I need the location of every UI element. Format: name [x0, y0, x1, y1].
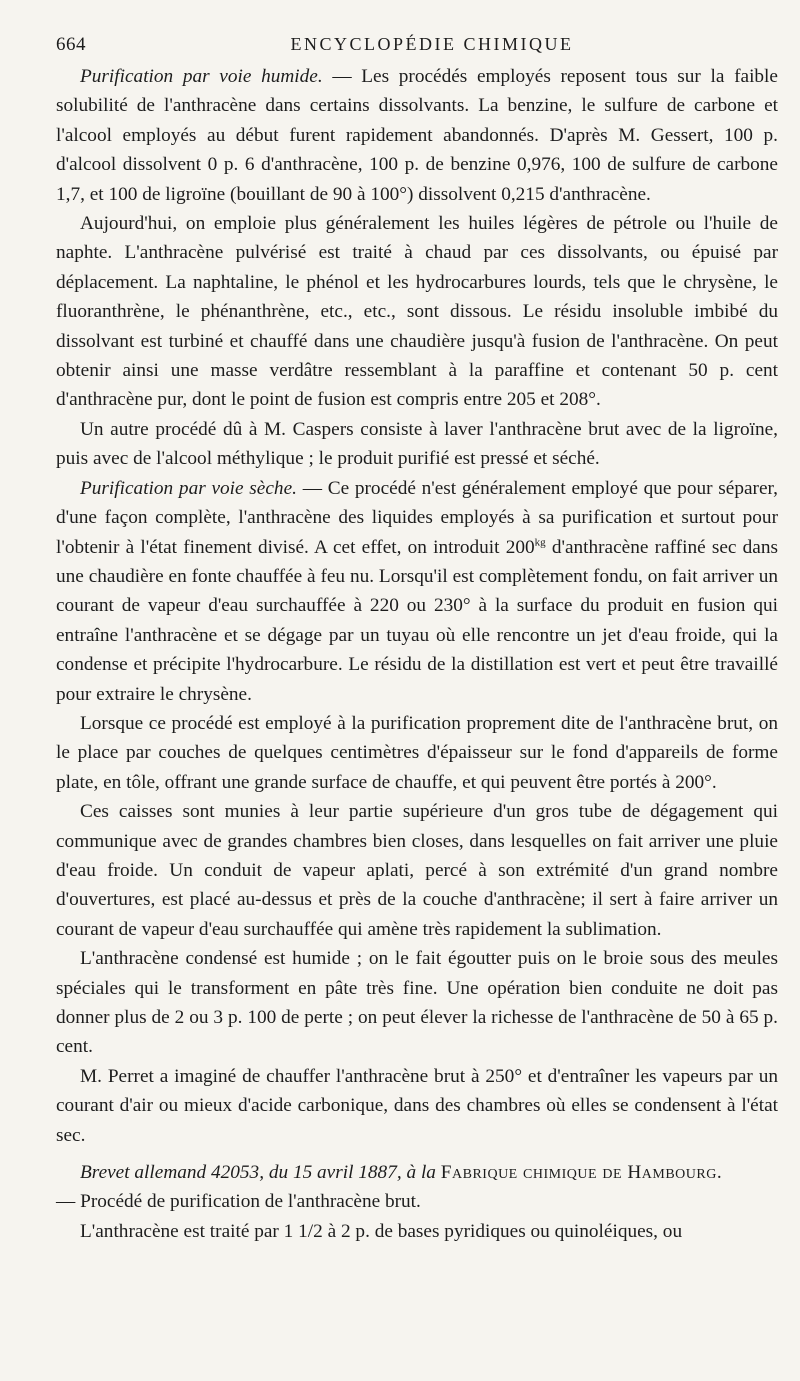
paragraph-patent-text: [56, 1217, 778, 1246]
body-text: [56, 62, 778, 1246]
paragraph: [56, 797, 778, 944]
paragraph-text: d'anthracène raffiné sec dans une chaudière en fonte chauffée à feu nu. Lorsqu'il est complètement fondu, on fait arriver un courant de vapeur d'eau surchauffée à 220 ou 230° à la surface du produit en fusion qui entraîne l'anthracène et se dégage par un tuyau où elle rencontre un jet d'eau froide, qui la condense et précipite l'hydrocarbure. Le résidu de la distillation est vert et peut être travaillé pour extraire le chrysène.: [56, 536, 778, 705]
running-title: ENCYCLOPÉDIE CHIMIQUE: [290, 34, 574, 54]
paragraph-text: Aujourd'hui, on emploie plus généralement les huiles légères de pétrole ou l'huile de naphte. L'anthracène pulvérisé est traité à chaud par ces dissolvants, ou épuisé par déplacement. La naphtaline, le phénol et les hydrocarbures lourds, tels que le chrysène, le fluoranthrène, le phénanthrène, etc., etc., sont dissous. Le résidu insoluble imbibé du dissolvant est turbiné et chauffé dans une chaudière jusqu'à fusion de l'anthracène. On peut obtenir ainsi une masse verdâtre ressemblant à la paraffine et contenant 50 p. cent d'anthracène pur, dont le point de fusion est compris entre 205 et 208°.: [56, 213, 778, 411]
unit-superscript: kg: [534, 536, 546, 549]
patent-heading: [56, 1158, 778, 1187]
paragraph-text: L'anthracène condensé est humide ; on le fait égoutter puis on le broie sous des meules spéciales qui le transforment en pâte très fine. Une opération bien conduite ne doit pas donner plus de 2 ou 3 p. 100 de perte ; on peut élever la richesse de l'anthracène de 50 à 65 p. cent.: [56, 948, 778, 1058]
paragraph: [56, 944, 778, 1062]
paragraph: [56, 209, 778, 415]
paragraph-text: — Les procédés employés reposent tous sur la faible solubilité de l'anthracène dans certains dissolvants. La benzine, le sulfure de carbone et l'alcool employés au début furent rapidement abandonnés. D'après M. Gessert, 100 p. d'alcool dissolvent 0 p. 6 d'anthracène, 100 p. de benzine 0,976, 100 de sulfure de carbone 1,7, et 100 de ligroïne (bouillant de 90 à 100°) dissolvent 0,215 d'anthracène.: [56, 66, 778, 205]
page-header: [56, 28, 778, 62]
patent-company: Fabrique chimique de Hambourg.: [440, 1162, 723, 1184]
paragraph-text: Lorsque ce procédé est employé à la purification proprement dite de l'anthracène brut, on le place par couches de quelques centimètres d'épaisseur sur le fond d'appareils de forme plate, en tôle, offrant une grande surface de chauffe, et qui peuvent être portés à 200°.: [56, 712, 778, 793]
patent-description: [56, 1187, 778, 1216]
paragraph: [56, 709, 778, 797]
patent-description-text: — Procédé de purification de l'anthracène brut.: [56, 1191, 421, 1213]
paragraph-text: Un autre procédé dû à M. Caspers consiste à laver l'anthracène brut avec de la ligroïne, puis avec de l'alcool méthylique ; le produit purifié est pressé et séché.: [56, 418, 778, 470]
paragraph-purification-humide: [56, 62, 778, 209]
section-lead-seche: Purification par voie sèche.: [80, 477, 297, 499]
section-lead-humide: Purification par voie humide.: [80, 66, 323, 87]
paragraph: [56, 415, 778, 474]
patent-lead: Brevet allemand 42053, du 15 avril 1887, à la: [80, 1162, 436, 1184]
paragraph-text: Ces caisses sont munies à leur partie supérieure d'un gros tube de dégagement qui communique avec de grandes chambres bien closes, dans lesquelles on fait arriver une pluie d'eau froide. Un conduit de vapeur aplati, percé à son extrémité d'un grand nombre d'ouvertures, est placé au-dessus et près de la couche d'anthracène; il sert à faire arriver un courant de vapeur d'eau surchauffée qui amène très rapidement la sublimation.: [56, 801, 778, 940]
paragraph-text: M. Perret a imaginé de chauffer l'anthracène brut à 250° et d'entraîner les vapeurs par un courant d'air ou mieux d'acide carbonique, dans des chambres où elles se condensent à l'état sec.: [56, 1065, 778, 1146]
page-number: 664: [56, 34, 86, 55]
paragraph-purification-seche: [56, 474, 778, 709]
paragraph-text: — Ce procédé n'est généralement employé que pour séparer, d'une façon complète, l'anthracène des liquides employés à sa purification et surtout pour l'obtenir à l'état finement divisé. A cet effet, on introduit 200: [56, 477, 778, 558]
paragraph: [56, 1062, 778, 1150]
paragraph-text: L'anthracène est traité par 1 1/2 à 2 p. de bases pyridiques ou quinoléiques, ou: [80, 1220, 683, 1242]
